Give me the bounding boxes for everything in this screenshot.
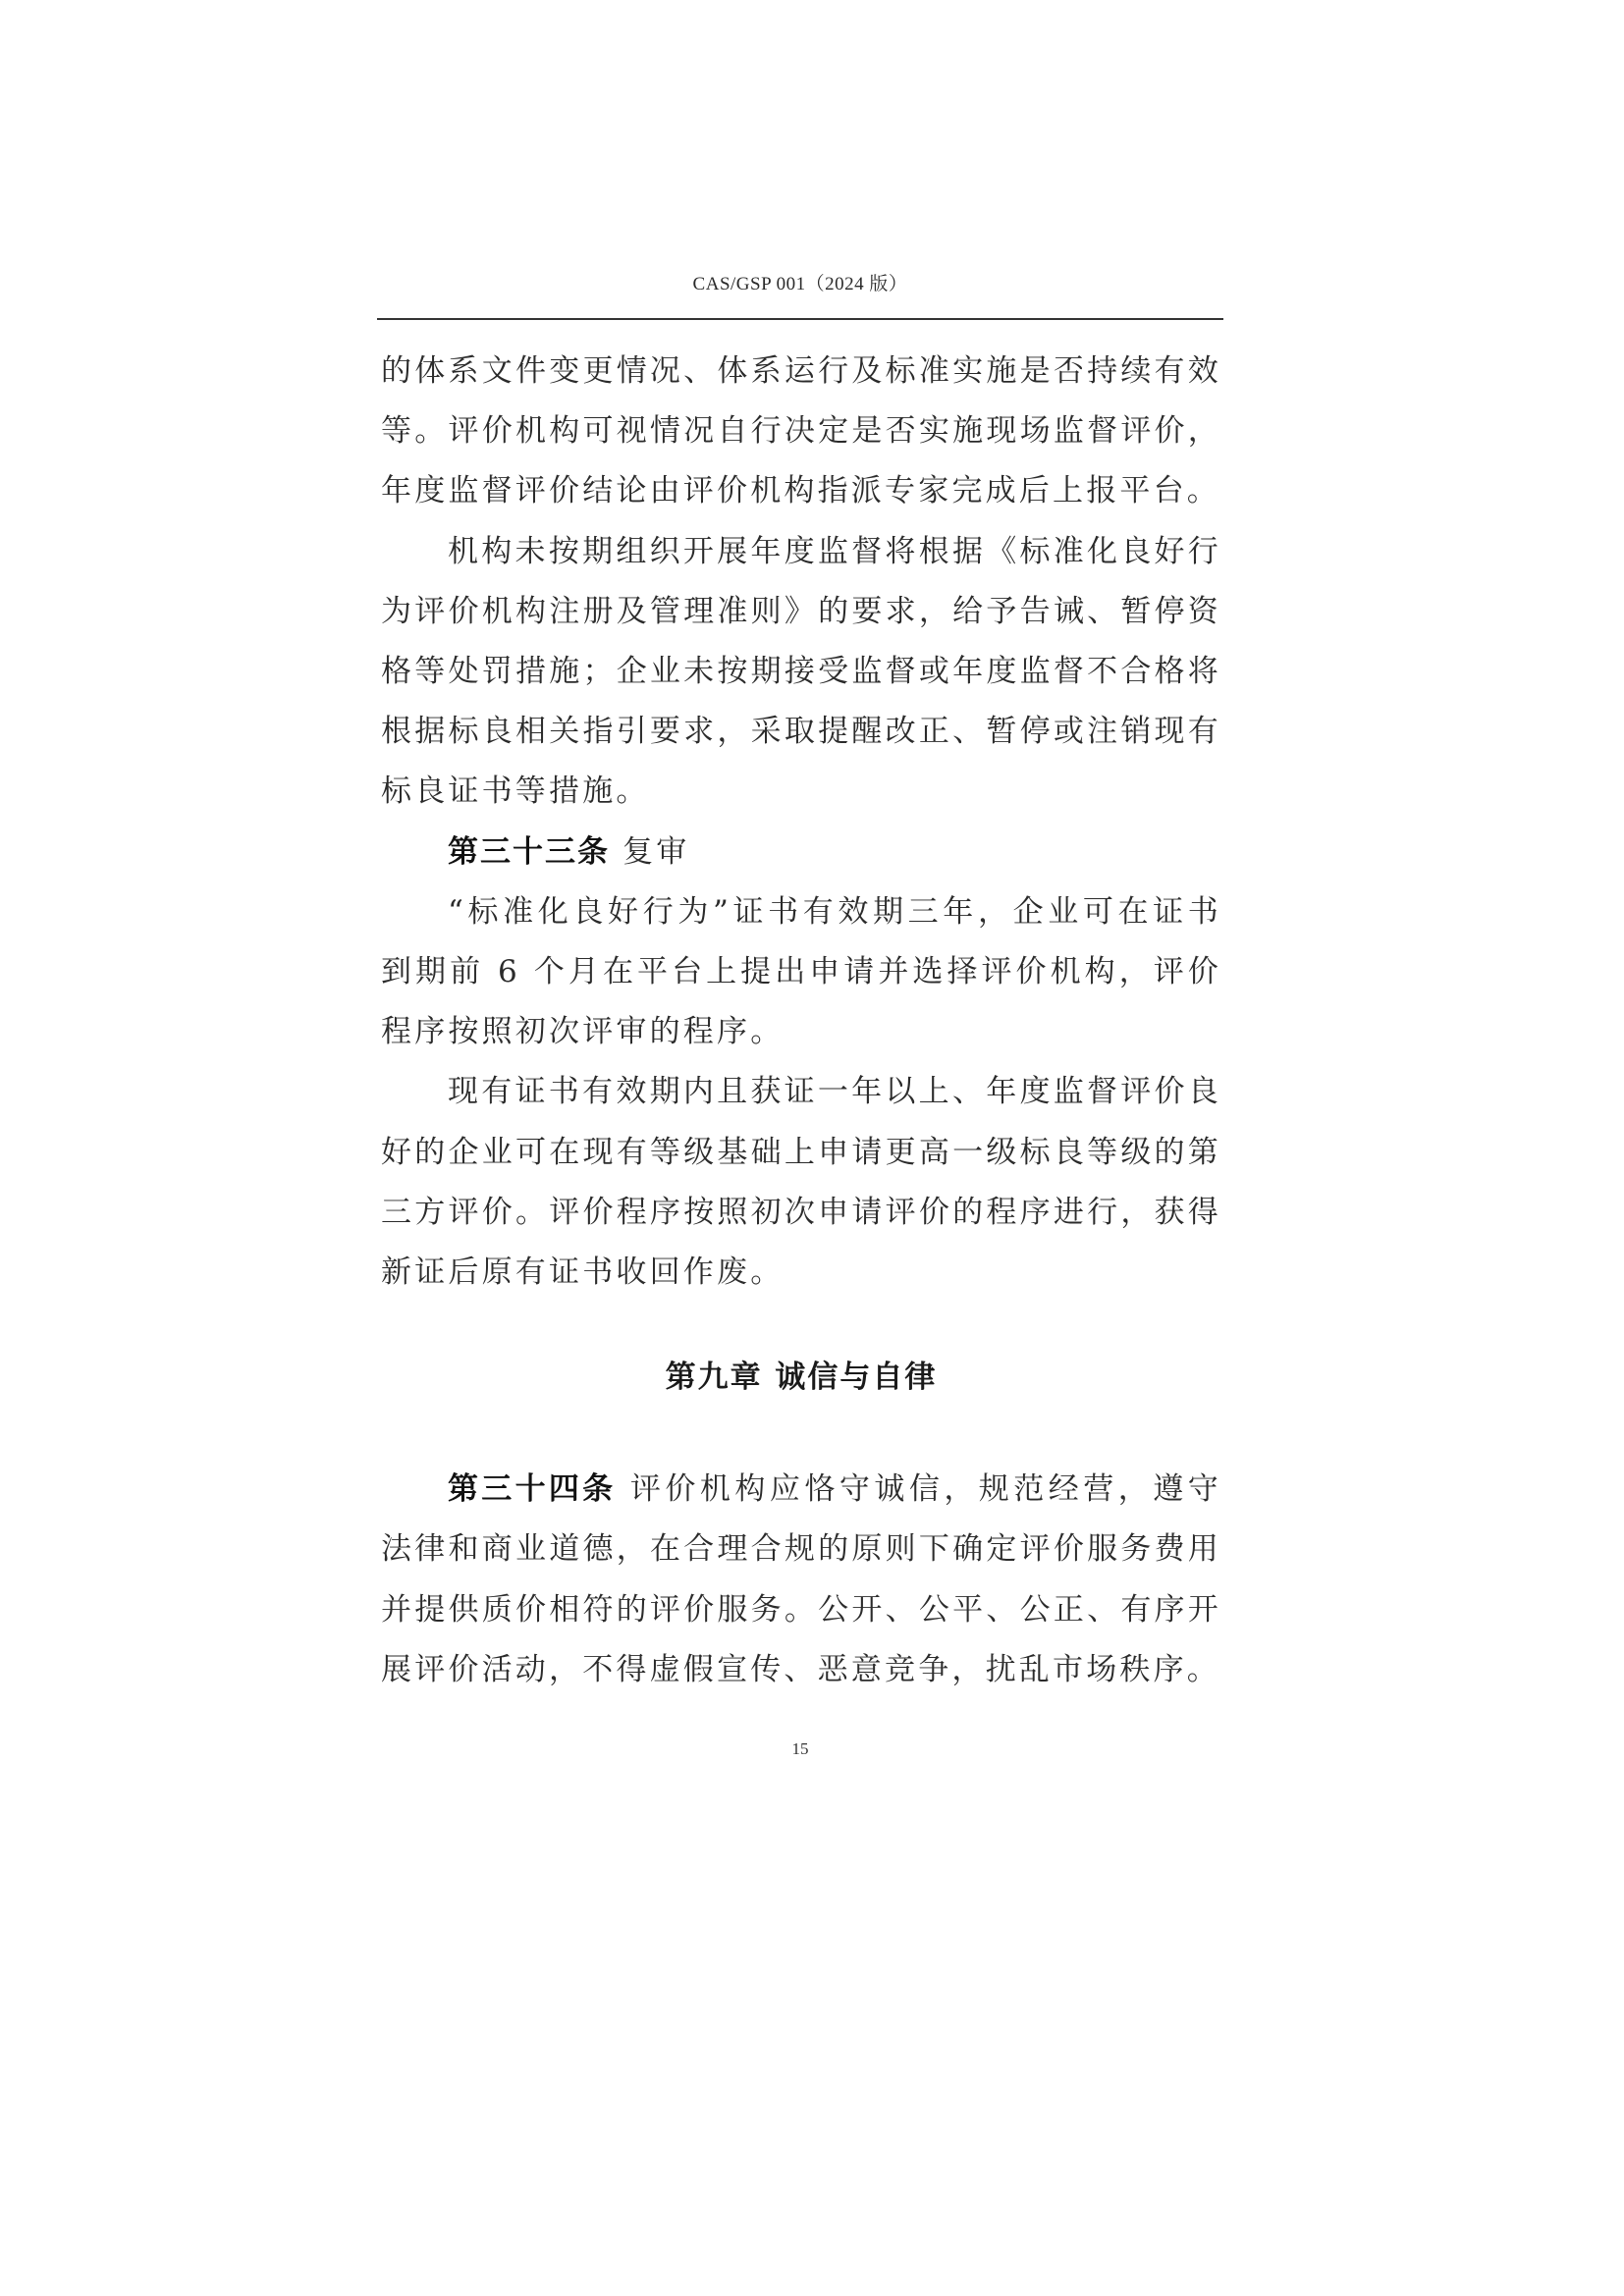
paragraph-continuation: 的体系文件变更情况、体系运行及标准实施是否持续有效等。评价机构可视情况自行决定是否实施现场监督评价，年度监督评价结论由评价机构指派专家完成后上报平台。 bbox=[381, 353, 1221, 509]
article-33-paragraph-1: “标准化良好行为”证书有效期三年，企业可在证书到期前 6 个月在平台上提出申请并选择评价机构，评价程序按照初次评审的程序。 bbox=[381, 893, 1221, 1050]
page-body bbox=[381, 342, 1221, 1700]
running-header: CAS/GSP 001（2024 版） bbox=[692, 274, 908, 294]
article-34-paragraph bbox=[381, 1460, 1221, 1700]
header-rule bbox=[377, 318, 1223, 320]
article-33-paragraph-2: 现有证书有效期内且获证一年以上、年度监督评价良好的企业可在现有等级基础上申请更高一级标良等级的第三方评价。评价程序按照初次申请评价的程序进行，获得新证后原有证书收回作废。 bbox=[381, 1074, 1221, 1291]
chapter-title: 第九章 诚信与自律 bbox=[665, 1360, 938, 1396]
page-number: 15 bbox=[791, 1739, 809, 1758]
article-34-text: 评价机构应恪守诚信，规范经营，遵守法律和商业道德，在合理合规的原则下确定评价服务费用并提供质价相符的评价服务。公开、公平、公正、有序开展评价活动，不得虚假宣传、恶意竞争，扰乱市场秩序。 bbox=[381, 1471, 1221, 1687]
article-33-number: 第三十三条 bbox=[448, 833, 610, 870]
article-34-number: 第三十四条 bbox=[448, 1471, 617, 1508]
article-33-heading bbox=[381, 823, 1221, 882]
article-33-label: 复审 bbox=[623, 833, 690, 870]
paragraph-supervision-penalty: 机构未按期组织开展年度监督将根据《标准化良好行为评价机构注册及管理准则》的要求，给予告诫、暂停资格等处罚措施；企业未按期接受监督或年度监督不合格将根据标良相关指引要求，采取提醒改正、暂停或注销现有标良证书等措施。 bbox=[381, 533, 1221, 810]
